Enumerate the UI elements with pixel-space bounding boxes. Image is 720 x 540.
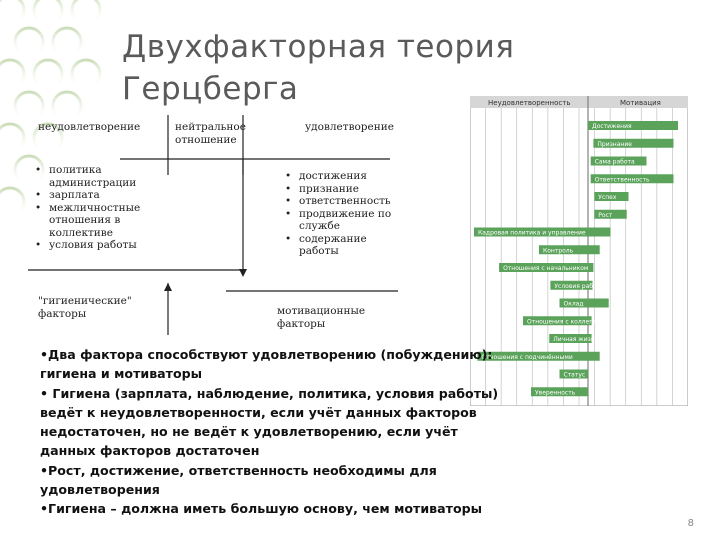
bar-label: Достижения [592, 123, 632, 130]
body-paragraph: •Два фактора способствуют удовлетворению (побуждению): гигиена и мотиваторы [40, 347, 493, 382]
motivator-item: • достижения [283, 170, 403, 183]
motivator-item: • ответственность [283, 195, 403, 208]
bar-label: Оклад [563, 300, 584, 308]
header-dissatisfaction: Неудовлетворенность [488, 99, 571, 107]
body-paragraph: •Рост, достижение, ответственность необходимы для удовлетворения [40, 462, 437, 498]
motivator-list [283, 170, 403, 258]
bar-label: Контроль [542, 247, 574, 255]
hygiene-list [33, 164, 153, 252]
motivator-factors-label: мотивационные факторы [277, 305, 366, 330]
bar-label: Успех [598, 194, 617, 201]
body-paragraph: • Гигиена (зарплата, наблюдение, политика, условия работы) ведёт к неудовлетворенности, если учёт данных факторов недостаточен, но не ведёт к удовлетворению, если учёт данных факторов достаточен [40, 385, 499, 459]
hygiene-item: • зарплата [33, 189, 153, 202]
bar-label: Кадровая политика и управление [478, 229, 586, 237]
bar-label: Отношения с коллегами [527, 318, 605, 326]
bar-label: Сама работа [594, 158, 635, 166]
bar-label: Уверенность [535, 389, 576, 397]
hygiene-factors-label: "гигиенические" факторы [38, 295, 132, 320]
scheme-col-mid: нейтральное отношение [175, 121, 246, 146]
bar-label: Отношения с подчинёнными [481, 353, 573, 361]
slide-title: Двухфакторная теория Герцберга [122, 29, 515, 107]
page-number: 8 [687, 518, 694, 529]
bar-label: Условия работы [554, 282, 605, 290]
body-text [40, 345, 510, 519]
motivator-item: • признание [283, 183, 403, 196]
bar-label: Ответственность [594, 176, 650, 184]
bar-label: Отношения с начальником [503, 265, 589, 272]
scheme-col-right: удовлетворение [305, 121, 394, 133]
motivator-item: • содержание работы [283, 233, 403, 258]
body-paragraph: •Гигиена – должна иметь большую основу, чем мотиваторы [40, 501, 482, 517]
bar-label: Статус [563, 371, 586, 379]
hygiene-item: • межличностные отношения в коллективе [33, 202, 153, 240]
hygiene-item: • политика администрации [33, 164, 153, 189]
bar-label: Рост [598, 211, 613, 219]
bar-label: Признание [597, 140, 632, 148]
scheme-col-left: неудовлетворение [38, 121, 141, 133]
motivator-item: • продвижение по службе [283, 208, 403, 233]
bar-label: Личная жизнь [553, 336, 599, 343]
header-motivation: Мотивация [620, 99, 661, 107]
hygiene-item: • условия работы [33, 239, 153, 252]
